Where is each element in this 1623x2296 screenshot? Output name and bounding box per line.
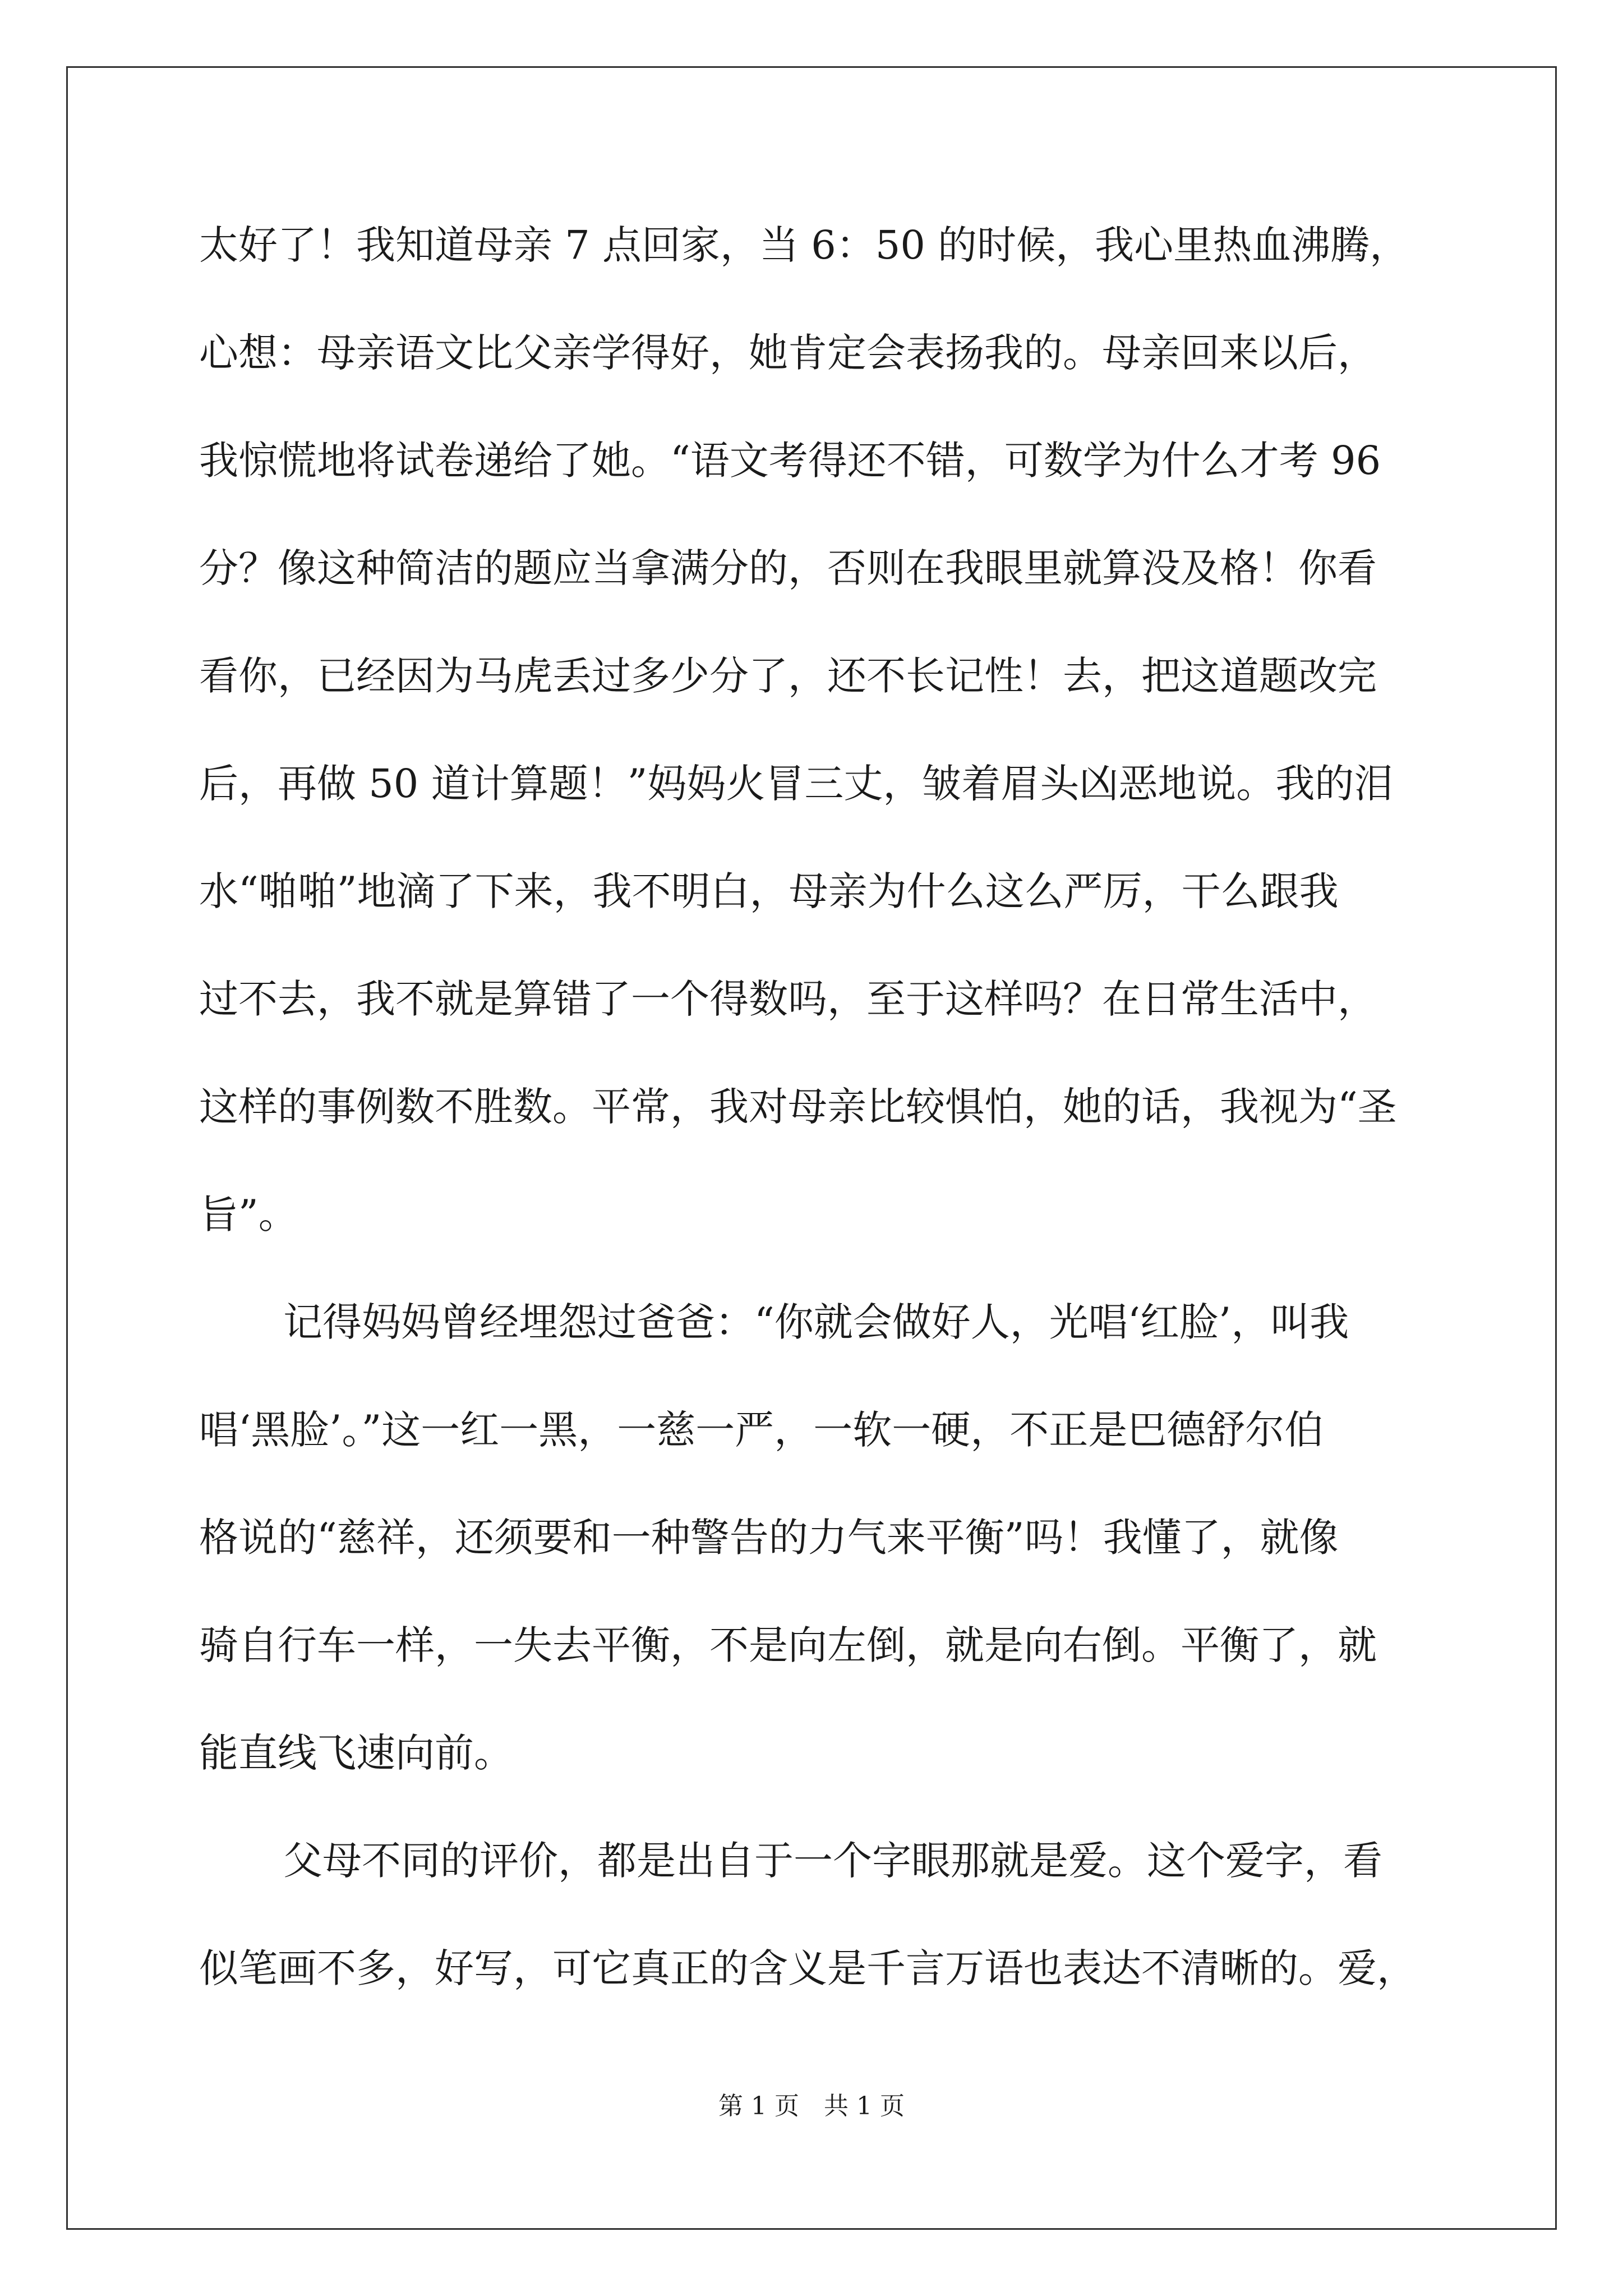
text-line: 似笔画不多，好写，可它真正的含义是千言万语也表达不清晰的。爱， (199, 1945, 1416, 1991)
text-line: 骑自行车一样，一失去平衡，不是向左倒，就是向右倒。平衡了，就 (199, 1622, 1377, 1668)
text-line: 分？像这种简洁的题应当拿满分的，否则在我眼里就算没及格！你看 (199, 545, 1377, 591)
text-line: 父母不同的评价，都是出自于一个字眼那就是爱。这个爱字，看 (283, 1838, 1382, 1884)
text-line: 水“啪啪”地滴了下来，我不明白，母亲为什么这么严厉，干么跟我 (199, 868, 1339, 914)
text-line: 唱‘黑脸’。”这一红一黑，一慈一严，一软一硬，不正是巴德舒尔伯 (199, 1407, 1324, 1453)
text-line: 心想：母亲语文比父亲学得好，她肯定会表扬我的。母亲回来以后， (199, 330, 1377, 376)
text-line: 我惊慌地将试卷递给了她。“语文考得还不错，可数学为什么才考 96 (199, 438, 1381, 484)
document-body (199, 219, 1427, 2050)
page-footer: 第 1 页 共 1 页 (718, 2092, 905, 2120)
text-line: 这样的事例数不胜数。平常，我对母亲比较惧怕，她的话，我视为“圣 (199, 1084, 1397, 1130)
text-line: 旨”。 (199, 1191, 298, 1237)
text-line: 看你，已经因为马虎丢过多少分了，还不长记性！去，把这道题改完 (199, 653, 1377, 699)
text-line: 过不去，我不就是算错了一个得数吗，至于这样吗？在日常生活中， (199, 976, 1377, 1022)
text-line: 太好了！我知道母亲 7 点回家，当 6：50 的时候，我心里热血沸腾， (199, 222, 1409, 268)
text-line: 能直线飞速向前。 (199, 1730, 513, 1776)
text-line: 记得妈妈曾经埋怨过爸爸：“你就会做好人，光唱‘红脸’，叫我 (283, 1299, 1349, 1345)
text-line: 后，再做 50 道计算题！”妈妈火冒三丈，皱着眉头凶恶地说。我的泪 (199, 761, 1394, 807)
text-line: 格说的“慈祥，还须要和一种警告的力气来平衡”吗！我懂了，就像 (199, 1515, 1339, 1561)
